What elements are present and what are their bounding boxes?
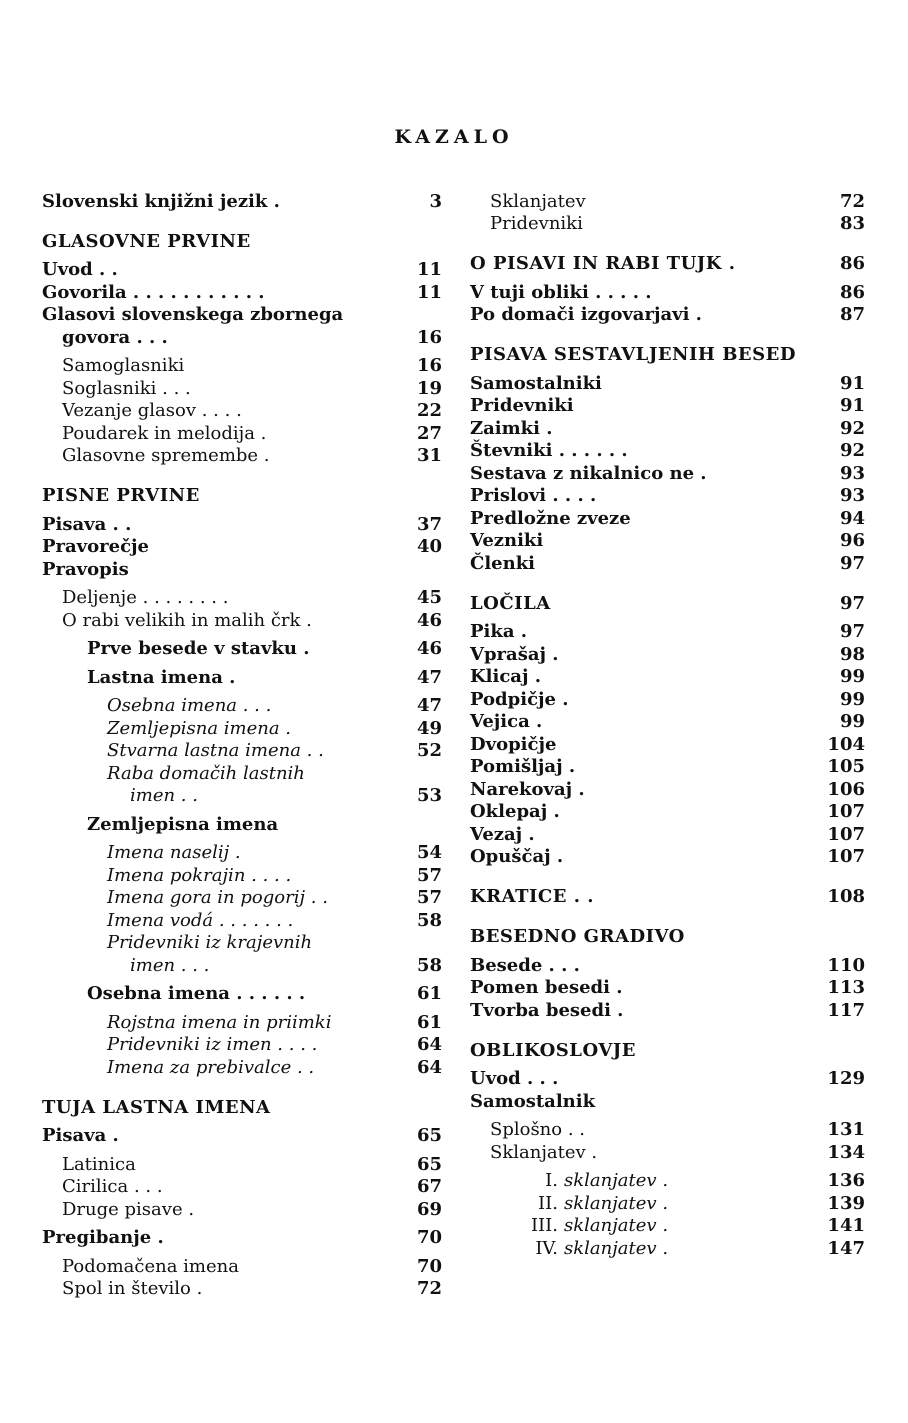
toc-page-number: 93 [839,485,865,506]
toc-entry [42,1124,442,1147]
toc-page-number: 52 [416,740,442,761]
toc-entry [470,303,865,326]
toc-entry-label: Pika . [470,621,528,642]
toc-entry [470,506,865,529]
toc-roman-numeral: IV. [535,1237,558,1259]
toc-entry [42,444,442,467]
toc-page-number: 129 [827,1068,865,1089]
toc-entry-label: Vezniki [470,530,544,551]
toc-left-column [42,189,442,1299]
toc-entry-label: Pisava . . [42,513,132,535]
toc-entry-label: Slovenski knjižni jezik . [42,190,280,212]
toc-page-number: 37 [416,513,442,535]
toc-entry-label: OBLIKOSLOVJE [470,1039,637,1061]
toc-page-number: 91 [839,372,865,394]
toc-entry [470,189,865,212]
toc-page-number: 64 [416,1056,442,1078]
toc-entry-label: Druge pisave . [62,1198,195,1220]
toc-entry-label: Latinica [62,1153,136,1175]
toc-entry [42,637,442,660]
toc-entry-text: sklanjatev . [564,1170,669,1191]
toc-entry [42,841,442,864]
toc-entry-label: O PISAVI IN RABI TUJK . [470,253,736,274]
toc-page-number: 92 [839,417,865,439]
toc-entry [470,998,865,1021]
toc-entry [470,710,865,733]
toc-page-number: 57 [416,887,442,908]
toc-entry-label: Lastna imena . [87,666,236,688]
toc-page-number: 97 [839,592,865,614]
toc-roman-numeral: I. [545,1170,558,1191]
toc-entry [470,394,865,417]
toc-entry-label: Narekovaj . [470,778,585,800]
toc-entry [470,439,865,462]
toc-page-number: 69 [416,1198,442,1220]
toc-page-number: 113 [827,977,865,998]
toc-page-number: 61 [416,1011,442,1033]
toc-entry-label: Zemljepisna imena [87,813,279,835]
toc-entry [470,777,865,800]
toc-entry-label: Splošno . . [490,1119,586,1140]
toc-entry-label [470,1193,668,1214]
toc-entry [42,1033,442,1056]
toc-entry-label: Imena gora in pogorij . . [107,887,328,908]
toc-entry-label: Oklepaj . [470,801,560,822]
toc-section-heading [42,1092,442,1118]
toc-page-number: 136 [827,1170,865,1191]
toc-entry-label: Samostalnik [470,1090,596,1112]
toc-page-number: 70 [416,1255,442,1277]
toc-page-number: 139 [827,1192,865,1214]
toc-section-heading [42,480,442,506]
toc-entry [470,416,865,439]
toc-entry-label [470,1170,668,1191]
toc-entry [42,1152,442,1175]
toc-entry-label: Zemljepisna imena . [107,717,292,739]
toc-entry [42,1226,442,1249]
toc-entry-label: Govorila . . . . . . . . . . . [42,281,265,303]
toc-page-number: 65 [416,1153,442,1175]
toc-page-number: 104 [827,733,865,755]
toc-entry-label: Spol in število . [62,1278,203,1299]
toc-entry-label: Imena vodá . . . . . . . [107,909,294,931]
toc-entry [470,665,865,688]
toc-page-number: 11 [416,281,442,303]
toc-entry [470,212,865,235]
toc-page-number: 46 [416,609,442,631]
toc-entry [42,886,442,909]
toc-entry [470,588,865,614]
toc-entry-label: Raba domačih lastnih [107,762,305,784]
toc-entry [470,620,865,643]
toc-page-number: 98 [839,643,865,665]
toc-page-number: 147 [827,1237,865,1259]
toc-entry-label: Imena pokrajin . . . . [107,864,292,886]
toc-entry-label: Prve besede v stavku . [87,638,310,659]
toc-entry [42,716,442,739]
toc-page-number: 91 [839,395,865,416]
toc-page-number: 58 [416,954,442,976]
toc-entry-label: Pridevniki [470,395,574,416]
toc-page-number: 47 [416,666,442,688]
toc-entry [42,280,442,303]
toc-entry-label [470,1238,668,1259]
toc-entry-label: Klicaj . [470,666,541,687]
toc-page-number: 3 [429,190,442,212]
toc-page-number: 83 [839,213,865,234]
toc-page-number: 27 [416,422,442,444]
toc-entry-label: Osebna imena . . . [107,695,272,716]
toc-entry-label: Besede . . . [470,954,580,976]
toc-entry-label: Predložne zveze [470,507,631,529]
toc-entry [42,739,442,762]
toc-entry-label [470,1215,668,1236]
toc-page-number: 16 [416,326,442,348]
toc-entry [470,1214,865,1237]
toc-entry-label: BESEDNO GRADIVO [470,926,685,947]
toc-entry-label: Uvod . . [42,259,118,280]
toc-page-number: 110 [827,954,865,976]
toc-roman-numeral: III. [530,1215,558,1236]
toc-page-number: 19 [416,377,442,399]
toc-entry-label: Sklanjatev [490,190,586,212]
toc-entry [470,642,865,665]
toc-right-column [470,189,865,1259]
toc-entry-label: Podpičje . [470,688,569,710]
toc-page-number: 70 [416,1227,442,1248]
toc-entry-label: Podomačena imena [62,1255,239,1277]
toc-entry-label: Sestava z nikalnico ne . [470,462,707,484]
toc-entry [470,461,865,484]
toc-entry [470,687,865,710]
toc-entry [470,881,865,907]
toc-entry [470,1236,865,1259]
toc-entry [470,1089,865,1112]
toc-entry [42,512,442,535]
toc-page-number: 47 [416,695,442,716]
toc-page-number: 11 [416,259,442,280]
toc-entry [470,529,865,552]
toc-entry [42,1254,442,1277]
toc-entry-label: Pridevniki iz krajevnih [107,932,313,953]
toc-entry-label: V tuji obliki . . . . . [470,281,652,303]
toc-page-number: 94 [839,507,865,529]
toc-entry-label: Sklanjatev . [490,1141,598,1163]
toc-page-number: 92 [839,440,865,461]
toc-entry-text: sklanjatev . [564,1192,669,1214]
toc-entry [42,665,442,688]
toc-section-heading [470,1035,865,1061]
toc-entry [470,1169,865,1192]
toc-page-number: 61 [416,983,442,1004]
toc-entry [42,1055,442,1078]
toc-entry-label: Glasovi slovenskega zbornega [42,304,344,325]
toc-entry-label: Imena naselij . [107,842,241,863]
toc-entry-label: Tvorba besedi . [470,999,624,1021]
toc-entry-label: imen . . . [130,954,210,976]
toc-entry-label: Vprašaj . [470,643,559,665]
toc-entry-label: PISAVA SESTAVLJENIH BESED [470,344,796,365]
toc-entry [470,1067,865,1090]
toc-entry-label: Soglasniki . . . [62,377,191,399]
toc-entry-label: LOČILA [470,592,551,614]
toc-entry [470,953,865,976]
toc-entry-label: PISNE PRVINE [42,485,200,506]
toc-entry [42,608,442,631]
toc-section-heading [42,226,442,252]
toc-entry-label: Po domači izgovarjavi . [470,304,702,325]
toc-entry [470,280,865,303]
toc-page-number: 105 [827,756,865,777]
toc-entry-label: Števniki . . . . . . [470,440,628,461]
toc-page-number: 131 [827,1119,865,1140]
toc-entry [42,982,442,1005]
toc-page-number: 141 [827,1215,865,1236]
toc-page-number: 107 [827,823,865,845]
toc-entry-label: Pravorečje [42,536,150,557]
toc-page-number: 65 [416,1125,442,1146]
toc-entry [42,863,442,886]
toc-page-number: 58 [416,909,442,931]
toc-page-number: 64 [416,1034,442,1055]
toc-entry-label: Pridevniki [490,213,583,234]
toc-entry [470,248,865,274]
toc-page-number: 107 [827,801,865,822]
toc-entry [42,953,442,976]
toc-entry [42,258,442,281]
toc-page-number: 46 [416,638,442,659]
toc-entry [42,421,442,444]
toc-entry-label: Stvarna lastna imena . . [107,740,324,761]
toc-entry-label: Osebna imena . . . . . . [87,983,306,1004]
toc-entry [42,1277,442,1300]
toc-page-number: 96 [839,530,865,551]
toc-page-number: 117 [827,999,865,1021]
toc-entry-label: govora . . . [62,326,168,348]
toc-entry-text: sklanjatev . [564,1215,669,1236]
toc-entry-label: imen . . [130,785,198,806]
toc-section-heading [470,339,865,365]
toc-entry [42,189,442,212]
toc-entry [470,755,865,778]
toc-entry [42,1175,442,1198]
toc-entry [470,1140,865,1163]
toc-page-number: 86 [839,281,865,303]
toc-page-number: 97 [839,552,865,574]
toc-entry [42,1010,442,1033]
toc-page-number: 86 [839,253,865,274]
toc-page-number: 99 [839,711,865,732]
toc-entry-label: Vejica . [470,711,543,732]
toc-entry-label: Pridevniki iz imen . . . . [107,1034,318,1055]
toc-entry-label: Pravopis [42,558,129,580]
toc-page-number: 99 [839,666,865,687]
toc-section-heading [470,921,865,947]
toc-page-number: 54 [416,842,442,863]
toc-page-number: 106 [827,778,865,800]
toc-entry-label: Pomen besedi . [470,977,623,998]
toc-page-number: 53 [416,785,442,806]
toc-entry-label: Glasovne spremembe . [62,445,270,466]
toc-entry-label: Členki [470,552,536,574]
toc-page-number: 97 [839,621,865,642]
toc-entry-label: Prislovi . . . . [470,485,597,506]
toc-page-number: 99 [839,688,865,710]
toc-entry [42,812,442,835]
toc-entry [470,484,865,507]
toc-entry [42,376,442,399]
toc-page-number: 49 [416,717,442,739]
toc-entry [470,551,865,574]
toc-page-number: 31 [416,445,442,466]
toc-entry-label: O rabi velikih in malih črk . [62,609,312,631]
toc-page-number: 57 [416,864,442,886]
toc-entry-label: Pregibanje . [42,1227,164,1248]
toc-entry-label: Deljenje . . . . . . . . [62,587,229,608]
toc-entry-label: KRATICE . . [470,886,595,907]
toc-entry [42,303,442,326]
toc-entry [470,371,865,394]
toc-roman-numeral: II. [538,1192,558,1214]
toc-page-number: 45 [416,587,442,608]
toc-entry [42,694,442,717]
toc-entry [42,325,442,348]
toc-entry [42,931,442,954]
toc-entry [42,586,442,609]
toc-entry [42,354,442,377]
toc-page-number: 87 [839,304,865,325]
toc-entry-label: Zaimki . [470,417,553,439]
toc-entry-label: Imena za prebivalce . . [107,1056,315,1078]
toc-entry [470,732,865,755]
toc-page-number: 108 [827,886,865,907]
toc-entry-label: Poudarek in melodija . [62,422,267,444]
toc-entry [42,784,442,807]
toc-entry-label: Opuščaj . [470,846,564,867]
toc-entry-label: Vezanje glasov . . . . [62,400,242,421]
toc-entry [470,822,865,845]
toc-page-number: 22 [416,400,442,421]
toc-entry-label: Rojstna imena in priimki [107,1011,332,1033]
toc-page-number: 93 [839,462,865,484]
toc-entry [42,1197,442,1220]
toc-entry-label: Pisava . [42,1125,119,1146]
toc-page-number: 107 [827,846,865,867]
toc-page-number: 72 [416,1278,442,1299]
toc-page-number: 67 [416,1176,442,1197]
toc-entry-label: Samoglasniki [62,355,185,376]
toc-entry-label: Pomišljaj . [470,756,576,777]
toc-page-number: 134 [827,1141,865,1163]
toc-entry-label: Uvod . . . [470,1068,559,1089]
toc-entry [470,976,865,999]
toc-entry [470,1118,865,1141]
toc-entry-label: Samostalniki [470,372,602,394]
toc-entry-label: Dvopičje [470,733,557,755]
toc-entry [42,557,442,580]
toc-entry [470,800,865,823]
page-title: KAZALO [394,126,514,148]
toc-entry [470,845,865,868]
toc-page-number: 40 [416,536,442,557]
toc-entry-label: Cirilica . . . [62,1176,163,1197]
toc-entry-label: TUJA LASTNA IMENA [42,1096,271,1118]
toc-entry [42,535,442,558]
toc-entry-text: sklanjatev . [564,1237,669,1259]
toc-entry [470,1191,865,1214]
toc-entry [42,761,442,784]
toc-entry-label: Vezaj . [470,823,535,845]
toc-entry-label: GLASOVNE PRVINE [42,230,251,252]
toc-page-number: 72 [839,190,865,212]
toc-entry [42,908,442,931]
toc-entry [42,399,442,422]
toc-page-number: 16 [416,355,442,376]
